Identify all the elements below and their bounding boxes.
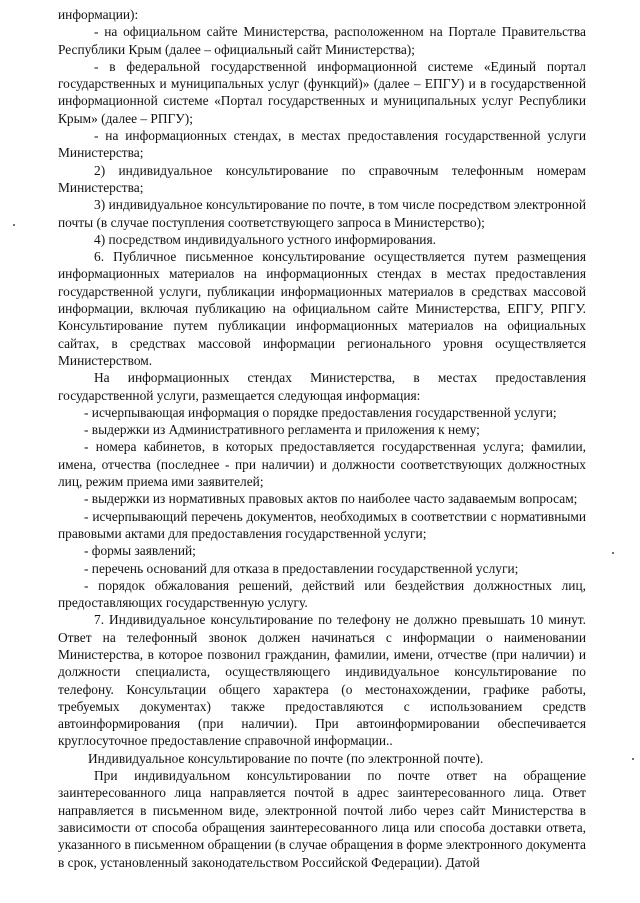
paragraph: При индивидуальном консультировании по почте ответ на обращение заинтересованного лица направляется почтой в адрес заинтересованного лица. Ответ направляется в письменном виде, электронной почтой либо через сайт Министерства в зависимости от способа обращения заинтересованного лица или способа доставки ответа, указанного в письменном обращении (в случае обращения в форме электронного документа в срок, установленный законодательством Российской Федерации). Датой <box>58 768 586 870</box>
scan-speck <box>13 224 15 226</box>
paragraph: - выдержки из нормативных правовых актов по наиболее часто задаваемым вопросам; <box>84 491 578 507</box>
scan-speck <box>612 552 614 554</box>
paragraph: информации): <box>58 7 139 22</box>
paragraph: 3) индивидуальное консультирование по почте, в том числе посредством электронной почты (в случае поступления соответствующего запроса в Министерство); <box>58 197 586 230</box>
paragraph: - на официальном сайте Министерства, расположенном на Портале Правительства Республики Крым (далее – официальный сайт Министерства); <box>58 24 586 57</box>
paragraph: - номера кабинетов, в которых предоставляется государственная услуга; фамилии, имена, отчества (последнее - при наличии) и должности соответствующих должностных лиц, режим приема ими заявителей; <box>58 439 586 490</box>
paragraph: На информационных стендах Министерства, в местах предоставления государственной услуги, размещается следующая информация: <box>58 370 586 403</box>
document-body <box>58 6 586 871</box>
paragraph: - перечень оснований для отказа в предоставлении государственной услуги; <box>84 560 519 576</box>
paragraph: - в федеральной государственной информационной системе «Единый портал государственных и муниципальных услуг (функций)» (далее – ЕПГУ) и в государственной информационной системе «Портал государственных и муниципальных услуг Республики Крым» (далее – РПГУ); <box>58 58 586 126</box>
paragraph: Индивидуальное консультирование по почте (по электронной почте). <box>88 750 484 766</box>
paragraph: 2) индивидуальное консультирование по справочным телефонным номерам Министерства; <box>58 162 586 195</box>
paragraph: - исчерпывающий перечень документов, необходимых в соответствии с нормативными правовыми актами для предоставления государственной услуги; <box>58 508 586 541</box>
scan-speck <box>632 758 634 760</box>
paragraph: - выдержки из Административного регламента и приложения к нему; <box>84 422 480 438</box>
paragraph: - порядок обжалования решений, действий или бездействия должностных лиц, предоставляющих государственную услугу. <box>58 577 586 611</box>
paragraph: 7. Индивидуальное консультирование по телефону не должно превышать 10 минут. Ответ на телефонный звонок должен начинаться с информации о наименовании Министерства, в которое позвонил гражданин, фамилии, имени, отчестве (при наличии) и должности специалиста, осуществляющего индивидуальное консультирование по телефону. Консультации общего характера (о местонахождении, графике работы, требуемых документах) также предоставляются с использованием средств автоинформирования (при наличии). При автоинформировании обеспечивается круглосуточное предоставление справочной информации.. <box>58 612 586 749</box>
paragraph: - формы заявлений; <box>84 543 196 559</box>
paragraph: 6. Публичное письменное консультирование осуществляется путем размещения информационных материалов на информационных стендах в местах предоставления государственной услуги, публикации информационных материалов в средствах массовой информации, включая публикацию на официальном сайте Министерства, ЕПГУ, РПГУ. Консультирование путем публикации информационных материалов на официальных сайтах, в средствах массовой информации регионального уровня осуществляется Министерством. <box>58 249 586 368</box>
paragraph: 4) посредством индивидуального устного информирования. <box>94 231 436 247</box>
paragraph: - исчерпывающая информация о порядке предоставления государственной услуги; <box>84 404 557 420</box>
paragraph: - на информационных стендах, в местах предоставления государственной услуги Министерства; <box>58 128 586 161</box>
